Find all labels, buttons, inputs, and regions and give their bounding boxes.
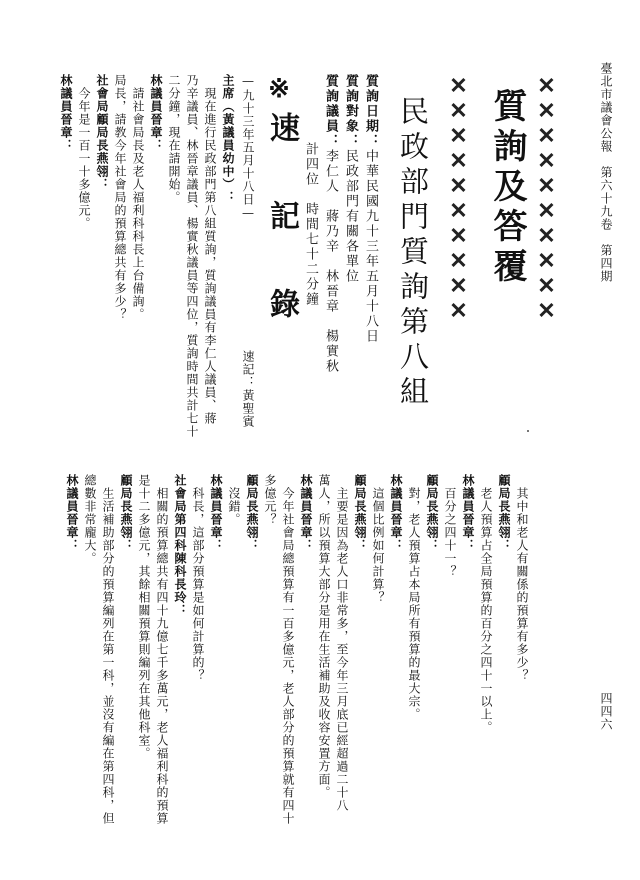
- dialogue-line: 今年是一百一十多億元。: [77, 74, 91, 230]
- record-heading: 速 記 錄: [264, 112, 299, 332]
- speaker-label: 社會局第四科陳科長玲：: [173, 474, 187, 617]
- speaker-label: 顧局長燕翎：: [425, 474, 439, 552]
- recorder: 速記：黃聖賓: [241, 350, 255, 428]
- dialogue-line: 是十二多億元，其餘相關預算則編列在其他科室。: [137, 474, 151, 760]
- dialogue-line: 乃辛議員、林晉章議員、楊實秋議員等四位，質詢時間共計七十: [185, 74, 199, 438]
- dialogue-line: 萬人，所以預算大部分是用在生活補助及收容安置方面。: [317, 474, 331, 799]
- meta-target-value: 民政部門有關各單位: [343, 149, 358, 284]
- speaker-label: 主席（黃議員幼中）：: [221, 74, 235, 204]
- dialogue-line: 主要是因為老人口非常多，至今年三月底已經超過二十八: [335, 474, 349, 812]
- meta-date-label: 質詢日期：: [363, 74, 378, 149]
- page-title: 質詢及答覆: [487, 88, 527, 288]
- meta-members-label: 質詢議員：: [323, 74, 338, 149]
- dialogue-line: 現在進行民政部門第八組質詢，質詢議員有李仁人議員、蔣: [203, 74, 217, 425]
- dialogue-line: 多億元？: [263, 474, 277, 526]
- meta-members-value: 李仁人 蔣乃辛 林晉章 楊實秋: [323, 149, 338, 374]
- meta-date: [364, 74, 377, 344]
- meta-members: [324, 74, 337, 374]
- scan-speck: [527, 430, 529, 432]
- dialogue-line: 老人預算占全局預算的百分之四十一以上。: [479, 474, 493, 734]
- dialogue-line: 相關的預算總共有四十九億七千多萬元，老人福利科的預算: [155, 474, 169, 825]
- speaker-label: 顧局長燕翎：: [245, 474, 259, 552]
- title-ornament-right: ✕✕✕✕✕✕✕✕✕✕: [534, 74, 560, 324]
- speaker-label: 林議員晉章：: [65, 474, 79, 552]
- dialogue-line: 百分之四十一？: [443, 474, 457, 578]
- record-date: —九十三年五月十八日—: [241, 74, 255, 221]
- page-number: 四四六: [599, 692, 613, 731]
- meta-target-label: 質詢對象：: [343, 74, 358, 149]
- section-subtitle: 民政部門質詢第八組: [396, 96, 430, 411]
- speaker-label: 社會局顧局長燕翎：: [95, 74, 109, 191]
- speaker-label: 林議員晉章：: [209, 474, 223, 552]
- dialogue-line: 請社會局長及老人福利科科長上台備詢。: [131, 74, 145, 321]
- meta-target: [344, 74, 357, 284]
- speaker-label: 林議員晉章：: [299, 474, 313, 552]
- dialogue-line: 局長，請教今年社會局的預算總共有多少？: [113, 74, 127, 321]
- speaker-label: 林議員晉章：: [59, 74, 73, 152]
- dialogue-line: 沒錯。: [227, 474, 241, 526]
- dialogue-line: 二分鐘，現在請開始。: [167, 74, 181, 204]
- dialogue-line: 今年社會局總預算有一百多億元，老人部分的預算就有四十: [281, 474, 295, 825]
- dialogue-line: 其中和老人有關係的預算有多少？: [515, 474, 529, 682]
- speaker-label: 林議員晉章：: [461, 474, 475, 552]
- speaker-label: 顧局長燕翎：: [353, 474, 367, 552]
- dialogue-line: 總數非常龐大。: [83, 474, 97, 565]
- record-mark: ※: [264, 74, 294, 104]
- meta-date-value: 中華民國九十三年五月十八日: [363, 149, 378, 344]
- speaker-label: 林議員晉章：: [149, 74, 163, 152]
- speaker-label: 林議員晉章：: [389, 474, 403, 552]
- publication-header: 臺北市議會公報 第六十九卷 第四期: [599, 62, 613, 283]
- dialogue-line: 科長，這部分預算是如何計算的？: [191, 474, 205, 682]
- meta-time: 計四位 時間七十二分鐘: [303, 142, 318, 307]
- speaker-label: 顧局長燕翎：: [119, 474, 133, 552]
- title-ornament-left: ✕✕✕✕✕✕✕✕✕✕: [446, 74, 472, 324]
- dialogue-line: 對，老人預算占本局所有預算的最大宗。: [407, 474, 421, 721]
- dialogue-line: 這個比例如何計算？: [371, 474, 385, 604]
- speaker-label: 顧局長燕翎：: [497, 474, 511, 552]
- dialogue-line: 生活補助部分的預算編列在第一科，並沒有編在第四科，但: [101, 474, 115, 825]
